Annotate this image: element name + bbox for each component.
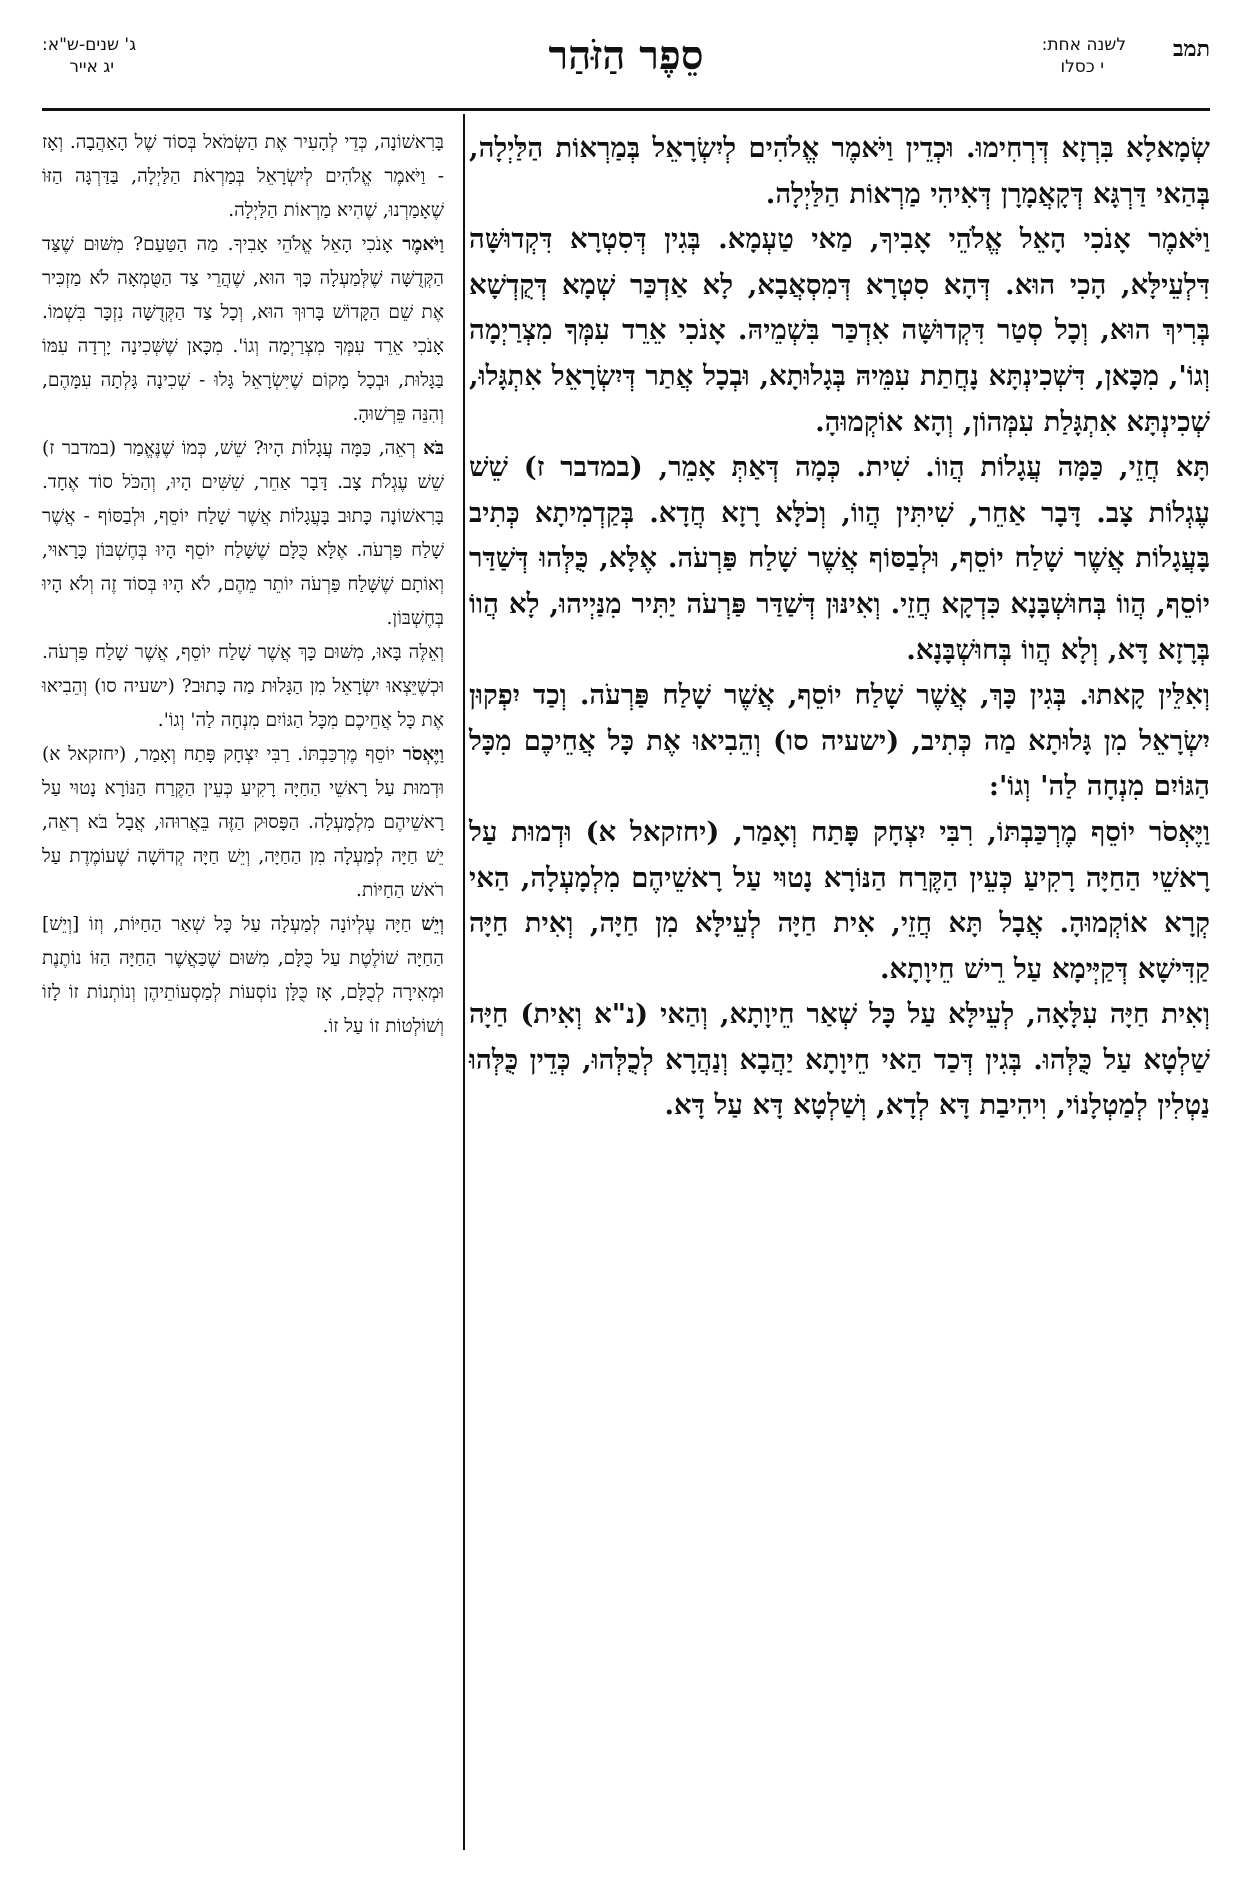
side-paragraph: [42, 432, 444, 636]
main-paragraph-text: יוֹסֵף מֶרְכַּבְתּוֹ, רִבִּי יִצְחָק פָּתַח וְאָמַר, (יחזקאל א) וּדְמוּת עַל רָאשֵׁי הַחַיָּה רָקִיעַ כְּעֵין הַקֶּרַח הַנּוֹרָא נָטוּי עַל רָאשֵׁיהֶם מִלְמָעְלָה, הַאי קְרָא אוֹקְמוּהָ. אֲבָל תָּא חֲזֵי, אִית חַיָּה לְעֵילָּא מִן חַיָּה, וְאִית חַיָּה קַדִּישָׁא דְּקַיְּימָא עַל רֵישׁ חֵיוָתָא.: [469, 815, 1210, 985]
page-header: [42, 30, 1210, 112]
main-paragraph-text: אָנֹכִי הָאֵל אֱלֹהֵי אָבִיךָ, מַאי טַעְמָא. בְּגִין דְּסִטְרָא דִּקְדוּשָּׁה דִּלְעֵילָּא, הָכִי הוּא. דְּהָא סִטְרָא דְּמִסְאֲבָא, לָא אַדְכַּר שְׁמָא דְּקֻדְשָׁא בְּרִיךְ הוּא, וְכָל סְטַר דִּקְדוּשָּׁה אִדְכַּר בִּשְׁמֵיהּ. אָנֹכִי אֵרֵד עִמְּךָ מִצְרַיְמָה וְגוֹ', מִכָּאן, דִּשְׁכִינְתָּא נָחֲתַת עִמֵּיהּ בְּגָלוּתָא, וּבְכָל אֲתַר דְּיִשְׂרָאֵל אִתְגָּלוּ, שְׁכִינְתָּא אִתְגָּלַת עִמְּהוֹן, וְהָא אוֹקְמוּהָ.: [469, 223, 1210, 438]
side-paragraph-text: בָּרִאשׁוֹנָה, כְּדֵי לְהָעִיר אֶת הַשְּׂמֹאל בְּסוֹד שֶׁל הָאַהֲבָה. וְאָז - וַיֹּאמֶר אֱלֹהִים לְיִשְׂרָאֵל בְּמַרְאֹת הַלַּיְלָה, בַּדַּרְגָּה הַזּוֹ שֶׁאָמַרְנוּ, שֶׁהִיא מַרְאוֹת הַלַּיְלָה.: [42, 132, 444, 221]
side-paragraph: [42, 228, 444, 432]
three-year-schedule: [42, 34, 136, 78]
page-number: תמב: [1172, 36, 1210, 61]
side-paragraph: [42, 908, 444, 1044]
side-paragraph-text: יוֹסֵף מֶרְכַּבְתּוֹ. רַבִּי יִצְחָק פָּתַח וְאָמַר, (יחזקאל א) וּדְמוּת עַל רָאשֵׁי הַחַיָּה רָקִיעַ כְּעֵין הַקֶּרַח הַנּוֹרָא נָטוּי עַל רָאשֵׁיהֶם מִלְמָעְלָה. הַפָּסוּק הַזֶּה בֵּאֲרוּהוּ, אֲבָל בֹּא רְאֵה, יֵשׁ חַיָּה לְמַעְלָה מִן הַחַיָּה, וְיֵשׁ חַיָּה קְדוֹשָׁה שֶׁעוֹמֶדֶת עַל רֹאשׁ הַחַיּוֹת.: [42, 744, 444, 901]
side-paragraph-lead-word: וַיֶּאְסֹר: [402, 744, 444, 765]
side-paragraph-text: רְאֵה, כַּמָּה עֲגָלוֹת הָיוּ? שֵׁשׁ, כְּמוֹ שֶׁנֶּאֱמַר (במדבר ז) שֵׁשׁ עֶגְלֹת צָב. דָּבָר אַחֵר, שִׁשִּׁים הָיוּ, וְהַכֹּל סוֹד אֶחָד. בָּרִאשׁוֹנָה כָּתוּב בָּעֲגָלוֹת אֲשֶׁר שָׁלַח יוֹסֵף, וּלְבַסּוֹף - אֲשֶׁר שָׁלַח פַּרְעֹה. אֶלָּא כֻּלָּם שֶׁשָּׁלַח יוֹסֵף הָיוּ בְּחֶשְׁבּוֹן כָּרָאוּי, וְאוֹתָם שֶׁשָּׁלַח פַּרְעֹה יוֹתֵר מֵהֶם, לֹא הָיוּ בְּסוֹד זֶה וְלֹא הָיוּ בְּחֶשְׁבּוֹן.: [42, 438, 444, 629]
hebrew-translation-column: [42, 126, 444, 1044]
side-paragraph: [42, 738, 444, 908]
main-paragraph: [469, 445, 1210, 673]
side-paragraph-text: וְאֵלֶּה בָּאוּ, מִשּׁוּם כָּךְ אֲשֶׁר שָׁלַח יוֹסֵף, אֲשֶׁר שָׁלַח פַּרְעֹה. וּכְשֶׁיֵּצְאוּ יִשְׂרָאֵל מִן הַגָּלוּת מַה כָּתוּב? (ישעיה סו) וְהֵבִיאוּ אֶת כָּל אֲחֵיכֶם מִכָּל הַגּוֹיִם מִנְחָה לַה' וְגוֹ'.: [42, 642, 444, 731]
side-paragraph-text: אָנֹכִי הָאֵל אֱלֹהֵי אָבִיךָ. מַה הַטַּעַם? מִשּׁוּם שֶׁצַּד הַקְּדֻשָּׁה שֶׁלְּמַעְלָה כָּךְ הוּא, שֶׁהֲרֵי צַד הַטֻּמְאָה לֹא מַזְכִּיר אֶת שֵׁם הַקָּדוֹשׁ בָּרוּךְ הוּא, וְכָל צַד הַקְּדֻשָּׁה נִזְכָּר בִּשְׁמוֹ. אָנֹכִי אֵרֵד עִמְּךָ מִצְרַיְמָה וְגוֹ'. מִכָּאן שֶׁשְּׁכִינָה יָרְדָה עִמּוֹ בַּגָּלוּת, וּבְכָל מָקוֹם שֶׁיִּשְׂרָאֵל גָּלוּ - שְׁכִינָה גָּלְתָה עִמָּהֶם, וְהִנֵּה פֵּרְשׁוּהָ.: [42, 234, 444, 425]
side-paragraph: [42, 126, 444, 228]
main-paragraph-lead-word: וְאִית: [1161, 998, 1210, 1031]
main-paragraph: [469, 673, 1210, 810]
side-paragraph-lead-word: וַיֹּאמֶר: [402, 234, 444, 255]
one-year-schedule-date: י כסלו: [1060, 57, 1104, 77]
main-paragraph-text: חֲזֵי, כַּמָּה עֲגָלוֹת הֲווֹ. שִׁית. כְּמָה דְּאַתְּ אָמֵר, (במדבר ז) שֵׁשׁ עֶגְלוֹת צָב. דָּבָר אַחֵר, שִׁיתִּין הֲווֹ, וְכֹלָּא רָזָא חֲדָא. בְּקַדְמִיתָא כְּתִיב בָּעֲגָלוֹת אֲשֶׁר שָׁלַח יוֹסֵף, וּלְבַסּוֹף אֲשֶׁר שָׁלַח פַּרְעֹה. אֶלָּא, כֻּלְּהוּ דְּשַׁדַּר יוֹסֵף, הֲווֹ בְּחוּשְׁבָּנָא כִּדְקָא חֲזֵי. וְאִינּוּן דְּשַׁדַּר פַּרְעֹה יַתִּיר מִנַּיְיהוּ, לָא הֲווֹ בְּרָזָא דָּא, וְלָא הֲווֹ בְּחוּשְׁבָּנָא.: [469, 451, 1210, 666]
zohar-page: [42, 30, 1210, 1850]
main-paragraph: [469, 126, 1210, 217]
book-title: סֵפֶר הַזֹּהַר: [548, 32, 704, 79]
side-paragraph: [42, 636, 444, 738]
main-paragraph-text: שְׂמָאלָא בִּרְזָא דְּרְחִימוּ. וּכְדֵין וַיֹּאמֶר אֱלֹהִים לְיִשְׂרָאֵל בְּמַרְאוֹת הַלַּיְלָה, בְּהַאי דַּרְגָּא דְּקָאֲמָרָן דְּאִיהִי מַרְאוֹת הַלַּיְלָה.: [469, 132, 1210, 210]
main-paragraph-lead-word: וַיֶּאְסֹר: [1148, 815, 1210, 848]
main-paragraph: [469, 992, 1210, 1129]
three-year-schedule-date: יג אייר: [69, 57, 115, 77]
side-paragraph-text: חַיָּה עֶלְיוֹנָה לְמַעְלָה עַל כָּל שְׁאַר הַחַיּוֹת, וְזוֹ [וְיֵשׁ] הַחַיָּה שׁוֹלֶטֶת עַל כֻּלָּם, מִשּׁוּם שֶׁכַּאֲשֶׁר הַחַיָּה הַזּוֹ נוֹתֶנֶת וּמְאִירָה לְכֻלָּם, אָז כֻּלָּן נוֹסְעוֹת לְמַסְעוֹתֵיהֶן וְנוֹתְנוֹת זוֹ לָזוֹ וְשׁוֹלְטוֹת זוֹ עַל זוֹ.: [42, 914, 444, 1037]
main-paragraph-text: חַיָּה עִלָּאָה, לְעֵילָּא עַל כָּל שְׁאַר חֵיוָתָא, וְהַאי (נ"א וְאִית) חַיָּה שַׁלְטָא עַל כֻּלְּהוּ. בְּגִין דְּכַד הַאי חֵיוָתָא יַהֲבָא וְנַהֲרָא לְכֻלְּהוּ, כְּדֵין כֻּלְּהוּ נַטְלִין לְמַטְלָנוֹי, וִיהִיבַת דָּא לְדָא, וְשַׁלְטָא דָּא עַל דָּא.: [469, 998, 1210, 1122]
one-year-schedule-label: לשנה אחת:: [1041, 35, 1126, 55]
aramaic-text-column: [469, 126, 1210, 1129]
header-rule: [42, 108, 1210, 111]
side-paragraph-lead-word: בֹּא: [423, 438, 444, 459]
main-paragraph: [469, 217, 1210, 445]
column-divider: [463, 114, 465, 1850]
main-paragraph-lead-word: תָּא: [1175, 451, 1210, 484]
three-year-schedule-label: ג' שנים-ש"א:: [42, 35, 137, 55]
main-paragraph: [469, 810, 1210, 992]
main-paragraph-lead-word: וַיֹּאמֶר: [1148, 223, 1210, 256]
side-paragraph-lead-word: וְיֵשׁ: [421, 914, 444, 935]
main-paragraph-text: וְאִלֵּין קָאתוּ. בְּגִין כָּךְ, אֲשֶׁר שָׁלַח יוֹסֵף, אֲשֶׁר שָׁלַח פַּרְעֹה. וְכַד יִפְקוּן יִשְׂרָאֵל מִן גָּלוּתָא מַה כְּתִיב, (ישעיה סו) וְהֵבִיאוּ אֶת כָּל אֲחֵיכֶם מִכָּל הַגּוֹיִם מִנְחָה לַה' וְגוֹ':: [469, 679, 1210, 803]
